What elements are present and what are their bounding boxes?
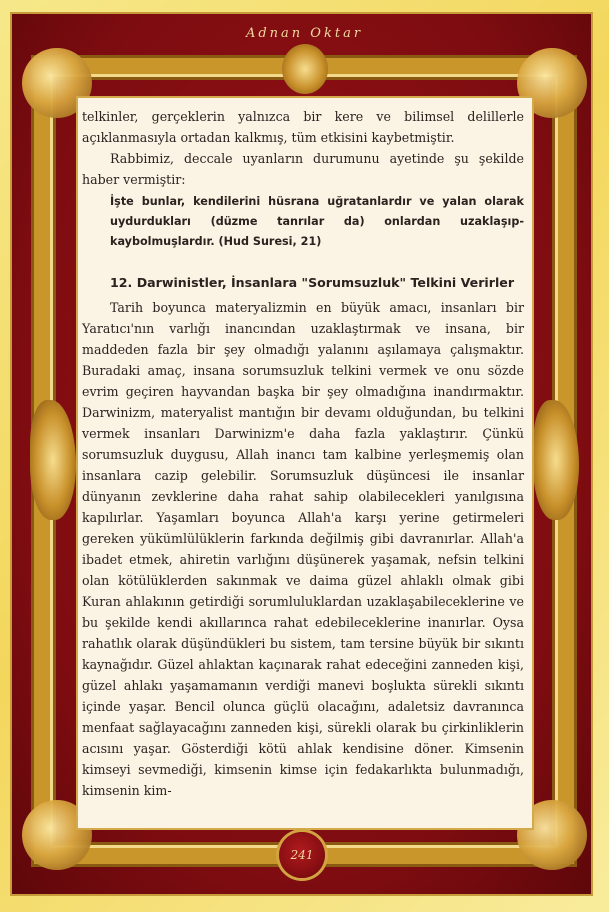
verse-quote: İşte bunlar, kendilerini hüsrana uğratanlardır ve yalan olarak uydurdukları (düzme tanrılar da) onlardan uzaklaşıp-kaybolmuşlardır. (Hud Suresi, 21) [110,195,524,248]
paragraph: telkinler, gerçeklerin yalnızca bir kere ve bilimsel delillerle açıklanmasıyla ortadan kalkmış, tüm etkisini kaybetmiştir. [82,109,524,145]
paragraph: Tarih boyunca materyalizmin en büyük amacı, insanları bir Yaratıcı'nın varlığı inancından uzaklaştırmak ve insana, bir maddeden fazla bir şey olmadığı yalanını aşılamaya çalışmaktır. Buradaki amaç, insana sorumsuzluk telkini vermek ve onu sözde evrim geçiren hayvandan başka bir şey olmadığına inandırmaktır. Darwinizm, materyalist mantığın bir devamı olduğundan, bu telkini vermek insanları Darwinizm'e daha fazla yaklaştırır. Çünkü sorumsuzluk duygusu, Allah inancı tam kalbine yerleşmemiş olan insanlara cazip gelebilir. Sorumsuzluk düşüncesi ile insanlar dünyanın zevklerine daha rahat sahip olabilecekleri yanılgısına kapılırlar. Yaşamları boyunca Allah'a karşı yerine getirmeleri gereken yükümlülüklerin farkında değilmiş gibi davranırlar. Allah'a ibadet etmek, ahiretin varlığını düşünerek yaşamak, nefsin telkini olan kötülüklerden sakınmak ve daima güzel ahlaklı olmak gibi Kuran ahlakının getirdiği sorumluluklardan uzaklaşabileceklerine ve bu şekilde kendi akıllarınca rahat edebileceklerine inanırlar. Oysa rahatlık olarak düşündükleri bu sistem, tam tersine büyük bir sıkıntı kaynağıdır. Güzel ahlaktan kaçınarak rahat edeceğini zanneden kişi, güzel ahlakı yaşamamanın verdiği manevi boşlukta sürekli sıkıntı içinde yaşar. Bencil olunca güçlü olacağını, adaletsiz davranınca menfaat sağlayacağını zanneden kişi, sürekli olarak bu çirkinliklerin acısını yaşar. Gösterdiği kötü ahlak kendisine döner. Kimsenin kimseyi sevmediği, kimsenin kimse için fedakarlıkta bulunmadığı, kimsenin kim- [82,300,524,798]
top-scroll-ornament [282,44,328,94]
page-content [82,106,524,801]
header-author: Adnan Oktar [245,26,364,41]
page-number: 241 [279,832,325,878]
section-heading: 12. Darwinistler, İnsanlara "Sorumsuzluk" Telkini Verirler [110,275,515,290]
paragraph: Rabbimiz, deccale uyanların durumunu ayetinde şu şekilde haber vermiştir: [82,151,524,187]
